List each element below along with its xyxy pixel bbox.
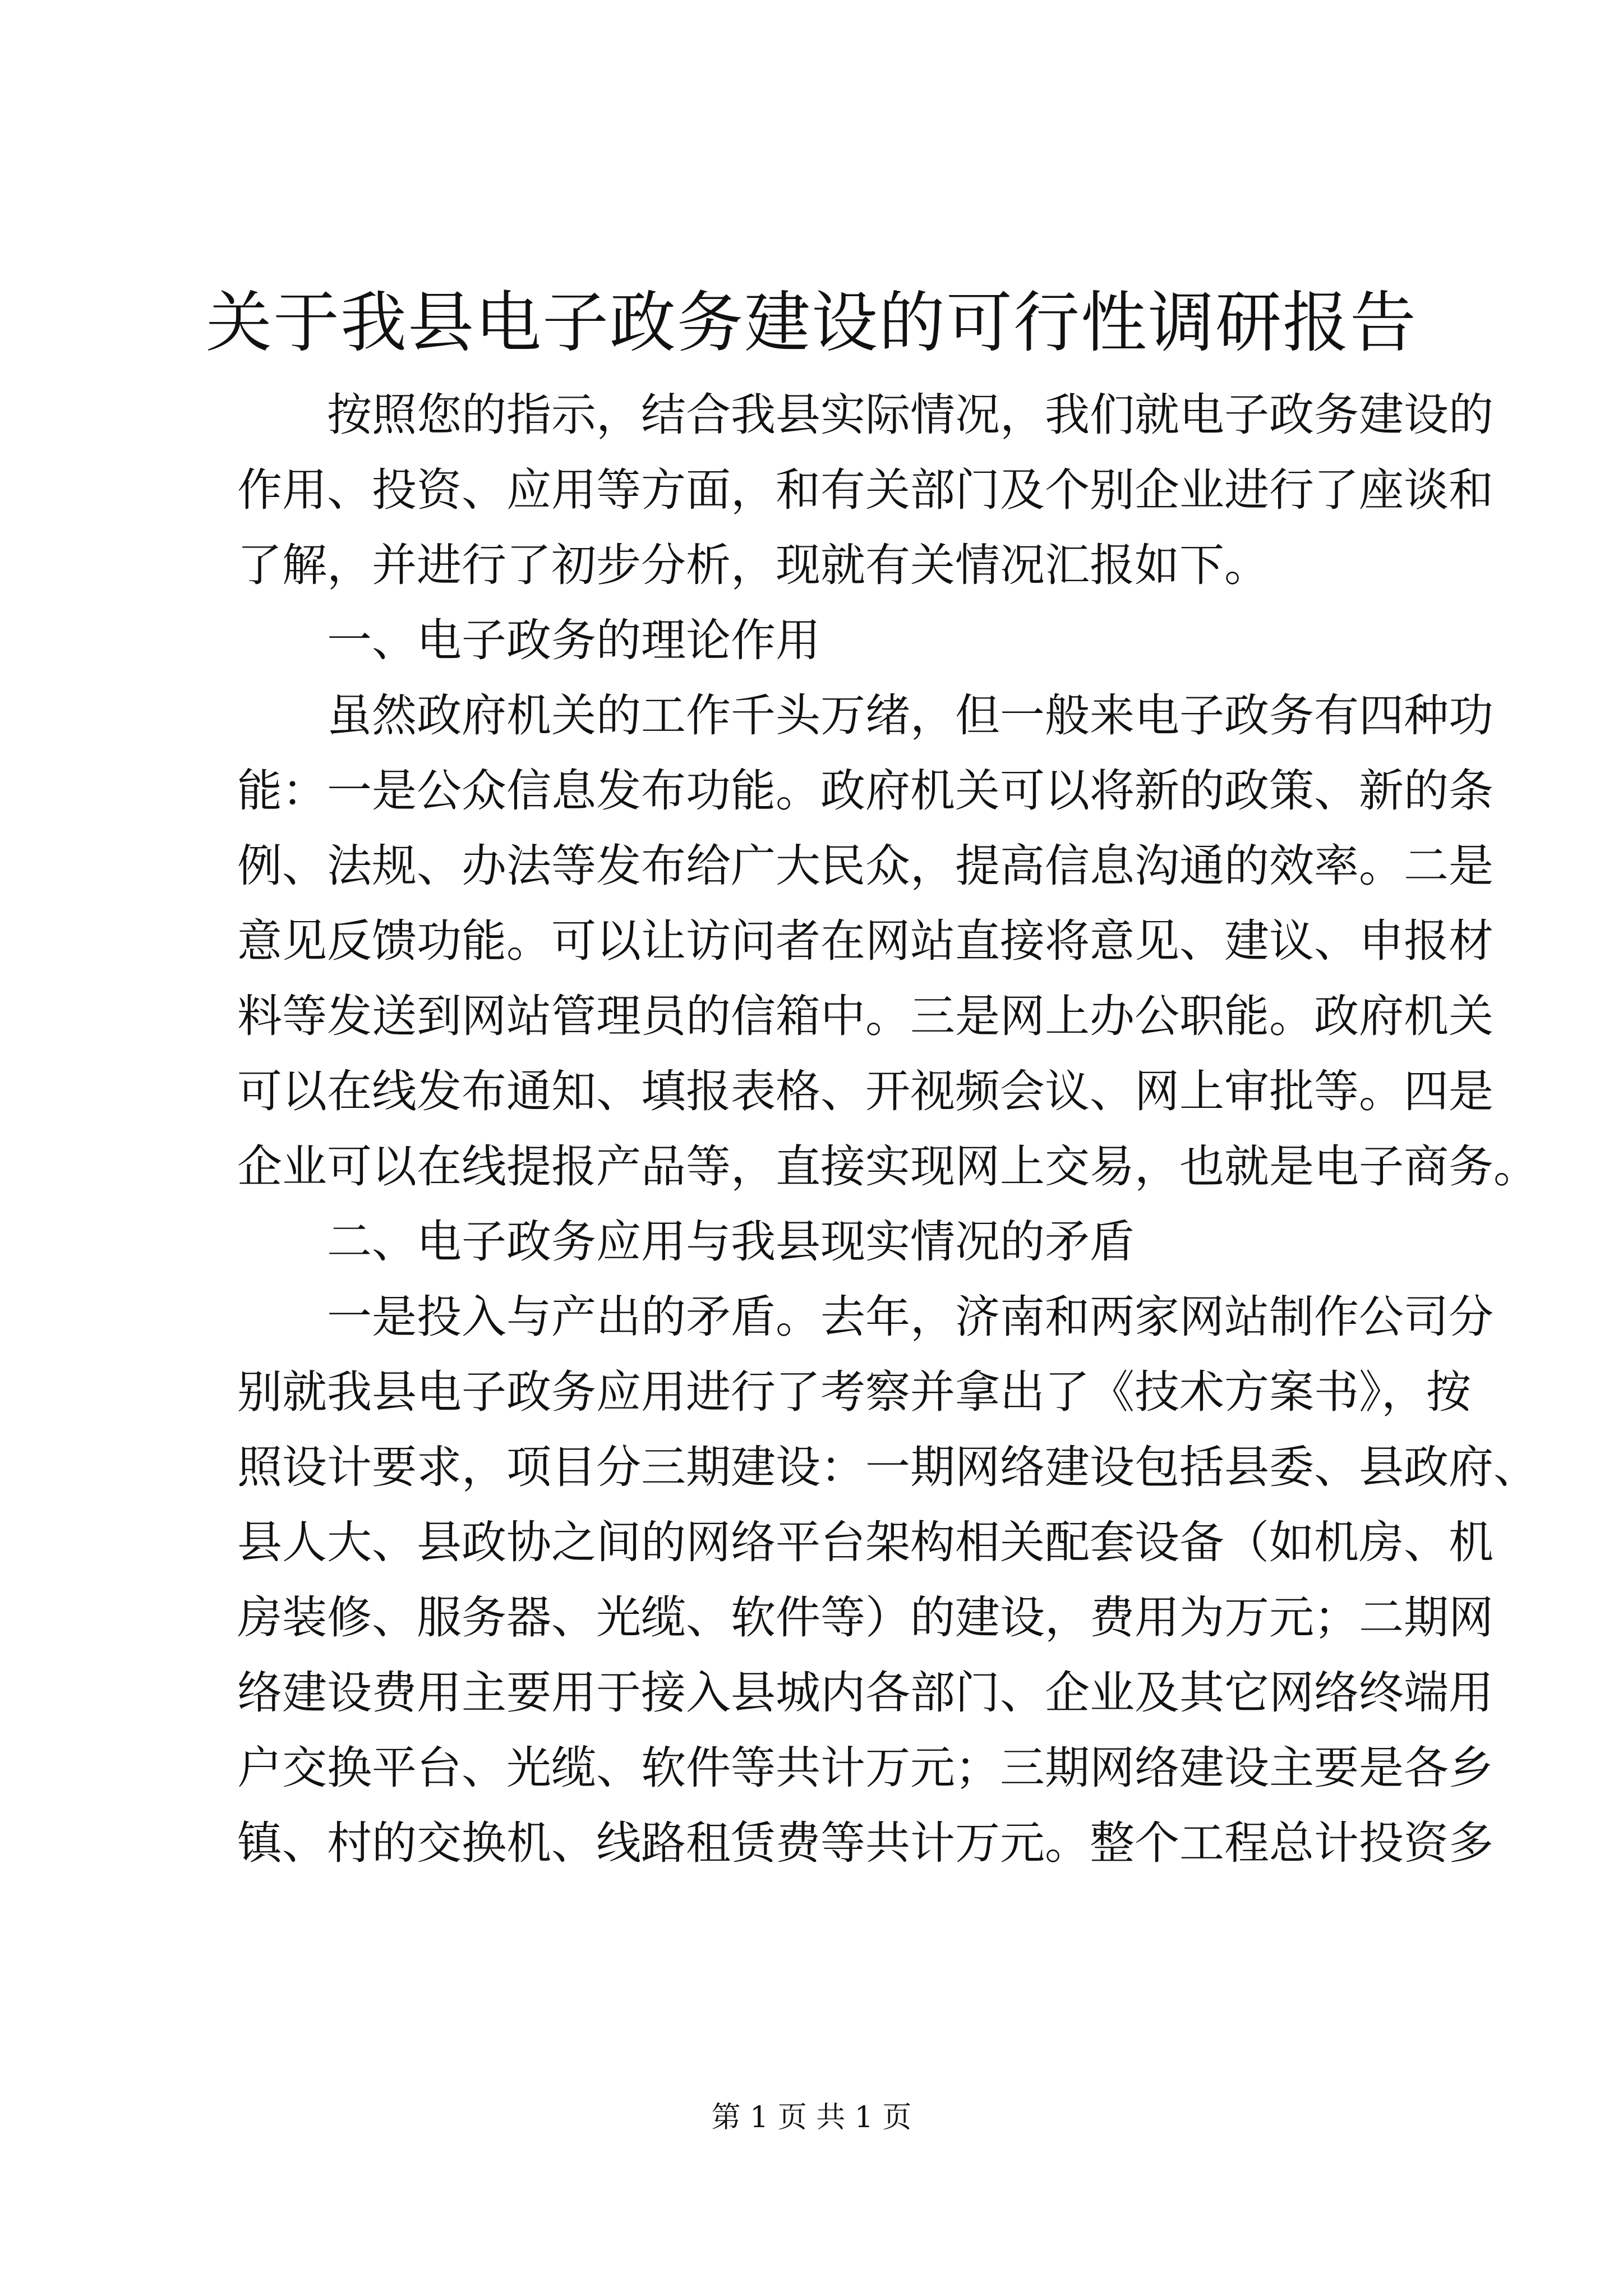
page-number-footer: 第 1 页 共 1 页	[711, 2101, 912, 2134]
document-title: 关于我县电子政务建设的可行性调研报告	[205, 284, 1417, 361]
paragraph-line: 能：一是公众信息发布功能。政府机关可以将新的政策、新的条	[237, 765, 1493, 817]
paragraph-line: 镇、村的交换机、线路租赁费等共计万元。整个工程总计投资多	[237, 1817, 1493, 1869]
paragraph-line: 企业可以在线提报产品等，直接实现网上交易，也就是电子商务。	[237, 1140, 1538, 1193]
paragraph-line: 一是投入与产出的矛盾。去年，济南和两家网站制作公司分	[327, 1291, 1493, 1343]
section-heading: 一、电子政务的理论作用	[327, 614, 820, 666]
paragraph-line: 户交换平台、光缆、软件等共计万元；三期网络建设主要是各乡	[237, 1742, 1493, 1794]
paragraph-line: 了解，并进行了初步分析，现就有关情况汇报如下。	[237, 539, 1269, 591]
paragraph-line: 虽然政府机关的工作千头万绪，但一般来电子政务有四种功	[327, 689, 1493, 742]
paragraph-line: 可以在线发布通知、填报表格、开视频会议、网上审批等。四是	[237, 1065, 1493, 1117]
paragraph-line: 房装修、服务器、光缆、软件等）的建设，费用为万元；二期网	[237, 1591, 1493, 1644]
paragraph-line: 意见反馈功能。可以让访问者在网站直接将意见、建议、申报材	[237, 915, 1493, 967]
paragraph-line: 照设计要求，项目分三期建设：一期网络建设包括县委、县政府、	[237, 1441, 1538, 1493]
section-heading: 二、电子政务应用与我县现实情况的矛盾	[327, 1216, 1135, 1268]
paragraph-line: 例、法规、办法等发布给广大民众，提高信息沟通的效率。二是	[237, 840, 1493, 892]
paragraph-line: 按照您的指示，结合我县实际情况，我们就电子政务建设的	[327, 389, 1493, 441]
paragraph-line: 别就我县电子政务应用进行了考察并拿出了《技术方案书》，按	[237, 1366, 1471, 1418]
paragraph-line: 作用、投资、应用等方面，和有关部门及个别企业进行了座谈和	[237, 464, 1493, 516]
paragraph-line: 料等发送到网站管理员的信箱中。三是网上办公职能。政府机关	[237, 990, 1493, 1042]
paragraph-line: 县人大、县政协之间的网络平台架构相关配套设备（如机房、机	[237, 1516, 1493, 1568]
paragraph-line: 络建设费用主要用于接入县城内各部门、企业及其它网络终端用	[237, 1667, 1493, 1719]
